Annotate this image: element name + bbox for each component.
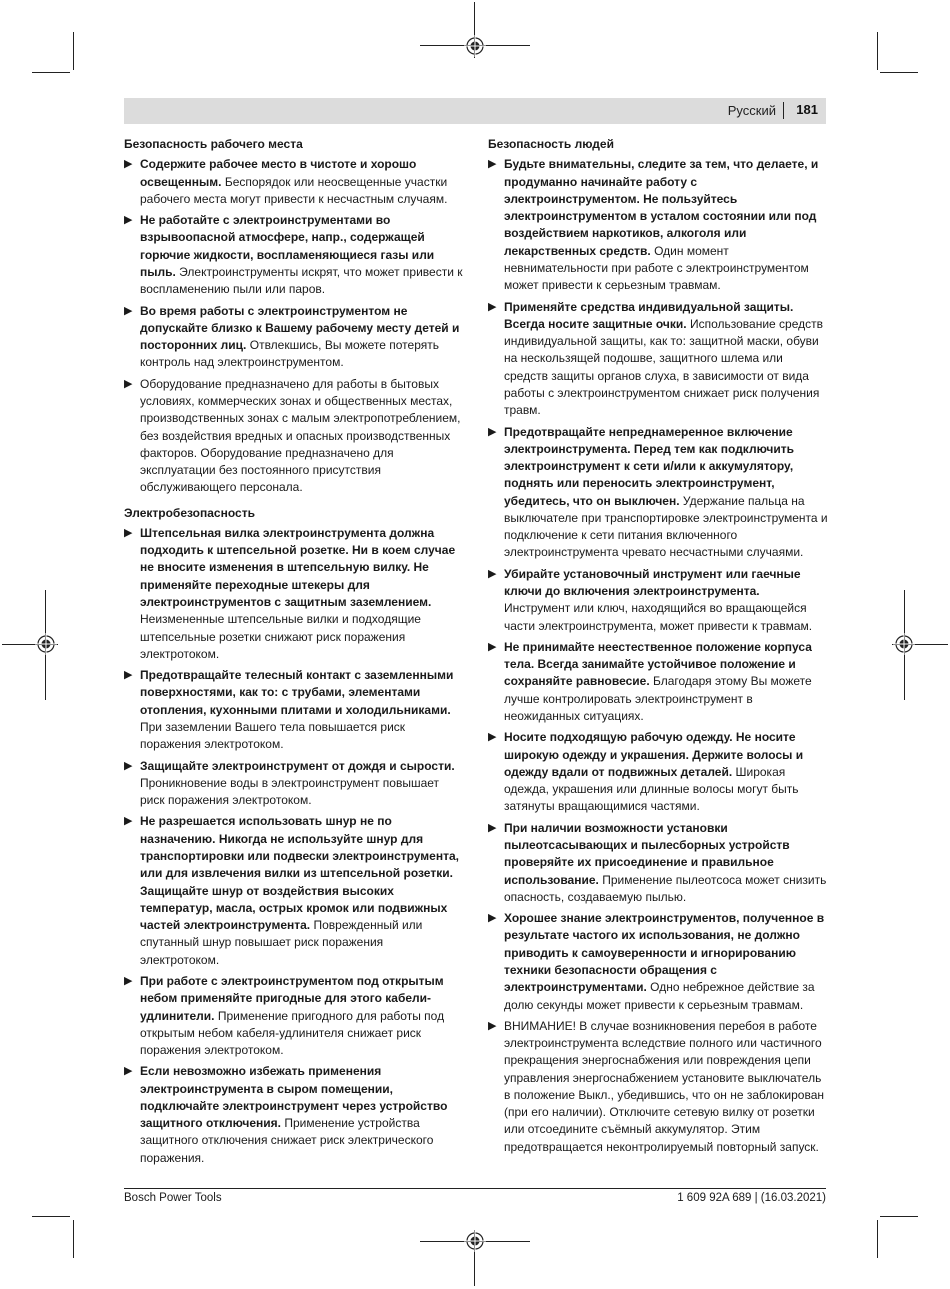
section-heading: Безопасность людей	[488, 137, 614, 151]
list-item	[124, 303, 464, 372]
item-text: Проникновение воды в электроинструмент повышает риск поражения электротоком.	[140, 775, 440, 808]
registration-mark-left-icon	[35, 633, 57, 655]
list-item	[488, 639, 828, 725]
list-item	[124, 813, 464, 969]
item-text: Применение устройства защитного отключения снижает риск электрического поражения.	[140, 1116, 434, 1165]
list-item	[124, 973, 464, 1059]
item-bold-text: Если невозможно избежать применения электроинструмента в сыром помещении, подключайте электроинструмент через устройство защитного отключения.	[140, 1064, 448, 1131]
item-text: Широкая одежда, украшения или длинные волосы могут быть затянуты вращающимися частями.	[504, 764, 799, 814]
item-text: Применение пылеотсоса может снизить опасность, создаваемую пылью.	[504, 872, 827, 904]
item-bold-text: При наличии возможности установки пылеотсасывающих и пылесборных устройств проверяйте их присоединение и правильное использование.	[504, 820, 790, 887]
item-text: Инструмент или ключ, находящийся во вращающейся части электроинструмента, может привести к травмам.	[504, 601, 813, 633]
registration-mark-top-icon	[464, 35, 486, 57]
footer-rule	[124, 1188, 826, 1189]
item-text: Благодаря этому Вы можете лучше контролировать электроинструмент в неожиданных ситуациях.	[504, 674, 812, 723]
crop-mark-bottom-right-v	[877, 1220, 878, 1258]
list-item	[488, 156, 828, 294]
triangle-right-icon: ▶	[124, 1065, 133, 1078]
list-item	[488, 566, 828, 635]
list-item	[488, 299, 828, 420]
triangle-right-icon: ▶	[124, 214, 133, 227]
item-text: Беспорядок или неосвещенные участки рабочего места могут привести к несчастным случаям.	[140, 174, 448, 206]
triangle-right-icon: ▶	[488, 300, 497, 313]
item-text: Применение пригодного для работы под открытым небом кабеля-удлинителя снижает риск поражения электротоком.	[140, 1008, 445, 1058]
item-text: Отвлекшись, Вы можете потерять контроль над электроинструментом.	[140, 338, 439, 370]
crop-mark-bottom-left-h	[32, 1216, 70, 1217]
item-bold-text: Содержите рабочее место в чистоте и хорошо освещенным.	[140, 157, 417, 189]
section-heading: Безопасность рабочего места	[124, 137, 303, 151]
list-item	[488, 729, 828, 815]
item-bold-text: Не разрешается использовать шнур не по назначению. Никогда не используйте шнур для транспортировки или подвески электроинструмента, или для извлечения вилки из штепсельной розетки. Защищайте шнур от воздействия высоких температур, масла, острых кромок или подвижных частей электроинструмента.	[140, 814, 459, 933]
triangle-right-icon: ▶	[488, 158, 497, 171]
list-item	[124, 212, 464, 298]
triangle-right-icon: ▶	[488, 640, 497, 653]
list-item	[124, 156, 464, 208]
crop-mark-top-left-h	[32, 72, 70, 73]
item-text: ВНИМАНИЕ! В случае возникновения перебоя в работе электроинструмента вследствие полного или частичного прекращения энергоснабжения или повреждения цепи управления энергоснабжением установите выключатель в положение Выкл., убедившись, что он не заблокирован (при его наличии). Отключите сетевую вилку от розетки или отсоедините съёмный аккумулятор. Этим предотвращается неконтролируемый повторный запуск.	[504, 1018, 825, 1154]
list-item	[488, 910, 828, 1014]
triangle-right-icon: ▶	[124, 304, 133, 317]
list-item	[488, 424, 828, 562]
item-text: Один момент невнимательности при работе с электроинструментом может привести к серьезным травмам.	[504, 243, 809, 293]
list-item	[124, 758, 464, 810]
item-bold-text: Хорошее знание электроинструментов, полученное в результате частого их использования, не должно приводить к самоуверенности и игнорированию техники безопасности обращения с электроинструментами.	[504, 911, 825, 995]
triangle-right-icon: ▶	[124, 815, 133, 828]
list-item	[124, 1063, 464, 1167]
list-item	[488, 820, 828, 906]
item-bold-text: Во время работы с электроинструментом не допускайте близко к Вашему рабочему месту детей и посторонних лиц.	[140, 303, 460, 353]
item-text: Удержание пальца на выключателе при транспортировке электроинструмента и подключение к сети питания включенного электроинструмента чревато несчастными случаями.	[504, 493, 828, 560]
right-column	[488, 136, 828, 1160]
item-bold-text: Защищайте электроинструмент от дождя и сырости.	[140, 758, 455, 773]
item-bold-text: Штепсельная вилка электроинструмента должна подходить к штепсельной розетке. Ни в коем случае не вносите изменения в штепсельную вилку. Не применяйте переходные штекеры для электроинструментов с защитным заземлением.	[140, 525, 456, 610]
list-item	[124, 667, 464, 753]
crop-mark-bottom-left-v	[73, 1220, 74, 1258]
page-header	[124, 98, 826, 124]
item-bold-text: Не работайте с электроинструментами во взрывоопасной атмосфере, напр., содержащей горючие жидкости, воспламеняющиеся газы или пыль.	[140, 213, 435, 279]
list-item	[124, 376, 464, 497]
header-divider	[783, 102, 784, 119]
triangle-right-icon: ▶	[124, 669, 133, 682]
triangle-right-icon: ▶	[488, 912, 497, 925]
item-bold-text: Носите подходящую рабочую одежду. Не носите широкую одежду и украшения. Держите волосы и одежду вдали от подвижных деталей.	[504, 730, 804, 779]
crop-mark-top-right-v	[877, 32, 878, 70]
triangle-right-icon: ▶	[488, 821, 497, 834]
crop-mark-top-right-h	[880, 72, 918, 73]
item-bold-text: Убирайте установочный инструмент или гаечные ключи до включения электроинструмента.	[504, 566, 801, 599]
section-heading: Электробезопасность	[124, 505, 255, 520]
list-item	[488, 1018, 828, 1156]
item-text: Одно небрежное действие за долю секунды может привести к серьезным травмам.	[504, 980, 815, 1012]
triangle-right-icon: ▶	[124, 377, 133, 390]
item-text: При заземлении Вашего тела повышается риск поражения электротоком.	[140, 720, 406, 752]
item-bold-text: При работе с электроинструментом под открытым небом применяйте пригодные для этого кабели-удлинители.	[140, 973, 444, 1023]
header-language: Русский	[727, 103, 776, 118]
item-text: Использование средств индивидуальной защиты, как то: защитной маски, обуви на нескользящей подошве, защитного шлема или средств защиты органов слуха, в зависимости от вида работы с электроинструментом снижает риск получения травм.	[504, 316, 823, 418]
crop-mark-top-left-v	[73, 32, 74, 70]
triangle-right-icon: ▶	[124, 974, 133, 987]
triangle-right-icon: ▶	[124, 759, 133, 772]
item-text: Оборудование предназначено для работы в бытовых условиях, коммерческих зонах и общественных местах, производственных зонах с малым электропотреблением, без воздействия вредных и опасных производственных факторов. Оборудование предназначено для эксплуатации без постоянного присутствия обслуживающего персонала.	[140, 376, 461, 495]
triangle-right-icon: ▶	[124, 526, 133, 539]
list-item	[124, 525, 464, 663]
page-number: 181	[796, 102, 818, 117]
registration-mark-right-icon	[893, 633, 915, 655]
left-column	[124, 136, 464, 1171]
item-text: Электроинструменты искрят, что может привести к воспламенению пыли или паров.	[140, 264, 463, 297]
item-text: Поврежденный или спутанный шнур повышает риск поражения электротоком.	[140, 918, 423, 967]
item-bold-text: Будьте внимательны, следите за тем, что делаете, и продуманно начинайте работу с электроинструментом. Не пользуйтесь электроинструментом в усталом состоянии или под воздействием наркотиков, алкоголя или лекарственных средств.	[504, 157, 819, 258]
triangle-right-icon: ▶	[488, 731, 497, 744]
triangle-right-icon: ▶	[124, 158, 133, 171]
registration-mark-bottom-icon	[464, 1230, 486, 1252]
item-bold-text: Предотвращайте телесный контакт с заземленными поверхностями, как то: с трубами, элементами отопления, кухонными плитами и холодильниками.	[140, 668, 454, 717]
footer-brand: Bosch Power Tools	[124, 1192, 222, 1204]
item-bold-text: Предотвращайте непреднамеренное включение электроинструмента. Перед тем как подключить электроинструмент к сети и/или к аккумулятору, поднять или переносить электроинструмент, убедитесь, что он выключен.	[504, 424, 794, 508]
item-text: Неизмененные штепсельные вилки и подходящие штепсельные розетки снижают риск поражения электротоком.	[140, 612, 421, 661]
footer-doc-ref: 1 609 92A 689 | (16.03.2021)	[677, 1192, 826, 1204]
triangle-right-icon: ▶	[488, 1019, 497, 1032]
item-bold-text: Применяйте средства индивидуальной защиты. Всегда носите защитные очки.	[504, 299, 794, 331]
triangle-right-icon: ▶	[488, 425, 497, 438]
crop-mark-bottom-right-h	[880, 1216, 918, 1217]
item-bold-text: Не принимайте неестественное положение корпуса тела. Всегда занимайте устойчивое положение и сохраняйте равновесие.	[504, 639, 812, 689]
triangle-right-icon: ▶	[488, 567, 497, 580]
